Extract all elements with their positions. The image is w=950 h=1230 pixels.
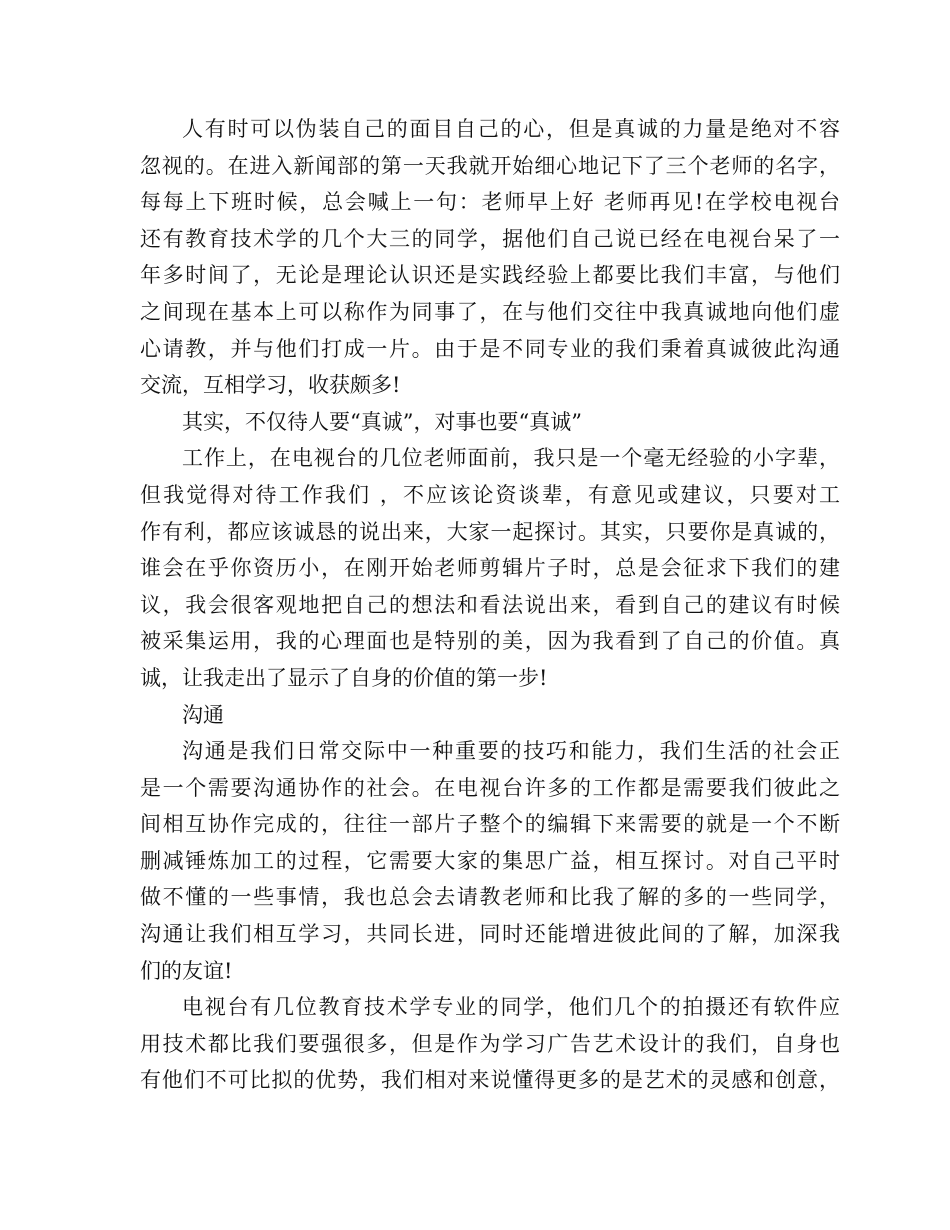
text-line: 间相互协作完成的，往往一部片子整个的编辑下来需要的就是一个不断 [140,812,840,837]
text-line: 心请教，并与他们打成一片。由于是不同专业的我们秉着真诚彼此沟通 [140,336,840,361]
text-line: 电视台有几位教育技术学专业的同学，他们几个的拍摄还有软件应 [182,995,840,1020]
text-line: 还有教育技术学的几个大三的同学，据他们自己说已经在电视台呆了一 [140,226,840,251]
text-line: 其实，不仅待人要“真诚”，对事也要“真诚” [182,409,582,434]
text-line: 谁会在乎你资历小，在刚开始老师剪辑片子时，总是会征求下我们的建 [140,556,840,581]
text-line: 做不懂的一些事情，我也总会去请教老师和比我了解的多的一些同学， [140,885,840,910]
text-line: 交流，互相学习，收获颇多! [140,373,401,398]
text-line: 是一个需要沟通协作的社会。在电视台许多的工作都是需要我们彼此之 [140,775,840,800]
text-line: 议，我会很客观地把自己的想法和看法说出来，看到自己的建议有时候 [140,592,840,617]
text-line: 人有时可以伪装自己的面目自己的心，但是真诚的力量是绝对不容 [182,117,840,141]
text-line: 之间现在基本上可以称作为同事了，在与他们交往中我真诚地向他们虚 [140,299,840,324]
text-line: 作有利，都应该诚恳的说出来，大家一起探讨。其实，只要你是真诚的， [140,519,840,544]
document-body [140,111,840,1099]
text-line: 沟通是我们日常交际中一种重要的技巧和能力，我们生活的社会正 [182,739,840,764]
text-line: 用技术都比我们要强很多，但是作为学习广告艺术设计的我们，自身也 [140,1031,840,1056]
text-line: 年多时间了，无论是理论认识还是实践经验上都要比我们丰富，与他们 [140,263,840,288]
text-line: 们的友谊! [140,958,233,983]
text-line: 诚，让我走出了显示了自身的价值的第一步! [140,665,548,690]
text-line: 但我觉得对待工作我们 ，不应该论资谈辈，有意见或建议，只要对工 [140,482,840,507]
text-line: 忽视的。在进入新闻部的第一天我就开始细心地记下了三个老师的名字， [140,153,840,178]
text-line: 沟通 [182,702,224,727]
text-line: 删减锤炼加工的过程，它需要大家的集思广益，相互探讨。对自己平时 [140,848,840,873]
text-line: 工作上，在电视台的几位老师面前，我只是一个毫无经验的小字辈， [182,446,840,471]
text-line: 有他们不可比拟的优势，我们相对来说懂得更多的是艺术的灵感和创意， [140,1068,840,1093]
text-line: 每每上下班时候，总会喊上一句：老师早上好 老师再见!在学校电视台 [140,190,840,215]
text-line: 沟通让我们相互学习，共同长进，同时还能增进彼此间的了解，加深我 [140,922,840,947]
text-line: 被采集运用，我的心理面也是特别的美，因为我看到了自己的价值。真 [140,629,840,654]
